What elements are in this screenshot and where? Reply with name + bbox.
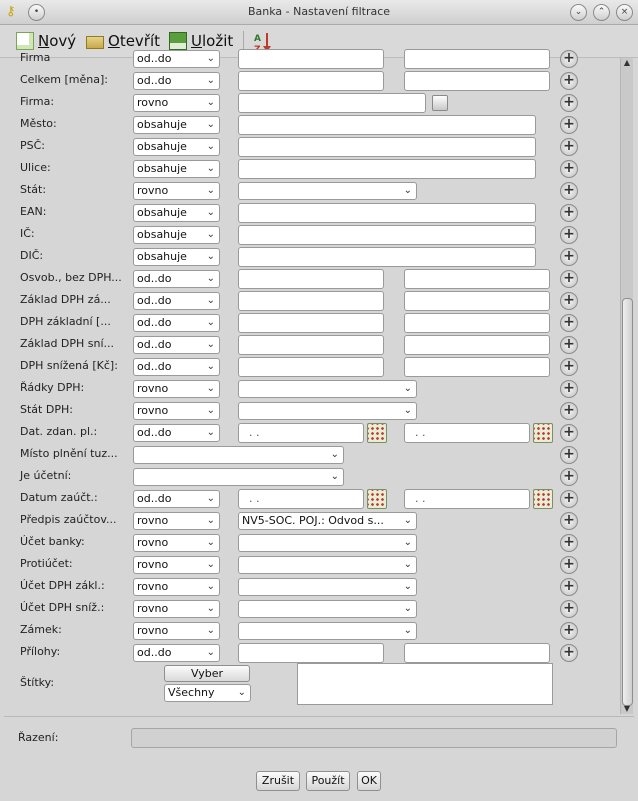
filter-label: Stát DPH: [20,403,73,416]
operator-value: rovno [137,184,169,197]
filter-value-select[interactable] [238,600,417,618]
chevron-down-icon: ⌄ [403,383,412,394]
operator-value: od..do [137,272,172,285]
filter-value-select[interactable] [238,556,417,574]
add-condition-icon[interactable]: + [560,182,578,200]
tags-list-box[interactable] [297,663,553,705]
filter-label: EAN: [20,205,47,218]
filter-operator-select[interactable] [133,556,220,574]
filter-operator-select[interactable] [133,336,220,354]
window-title: Banka - Nastavení filtrace [247,5,391,18]
chevron-down-icon: ⌄ [206,119,215,130]
filter-label: Zámek: [20,623,62,636]
chevron-down-icon: ⌄ [206,647,215,658]
add-condition-icon[interactable]: + [560,446,578,464]
add-condition-icon[interactable]: + [560,490,578,508]
chevron-down-icon: ⌄ [206,229,215,240]
filter-operator-select[interactable] [133,248,220,266]
date-to-input[interactable]: . . [404,423,530,443]
date-to-input[interactable]: . . [404,489,530,509]
filter-row [4,400,619,422]
filter-operator-select[interactable] [133,578,220,596]
range-from-input[interactable] [238,291,384,311]
chevron-down-icon: ⌄ [206,559,215,570]
chevron-down-icon: ⌄ [403,559,412,570]
filter-value-select[interactable] [238,534,417,552]
divider [4,716,634,717]
select-value: NV5-SOC. POJ.: Odvod s... [242,514,384,527]
range-to-input[interactable] [404,269,550,289]
filter-label: DIČ: [20,249,44,262]
chevron-down-icon: ⌄ [206,427,215,438]
filter-operator-select[interactable] [133,424,220,442]
filter-row [4,136,619,158]
filter-operator-select[interactable] [133,182,220,200]
close-button[interactable]: × [616,4,633,21]
chevron-down-icon: ⌄ [237,687,246,698]
operator-value: rovno [137,536,169,549]
filter-label: Celkem [měna]: [20,73,108,86]
operator-value: obsahuje [137,228,187,241]
filter-row [4,444,619,466]
add-condition-icon[interactable]: + [560,248,578,266]
filter-row [4,466,619,488]
filter-label: Základ DPH sní... [20,337,115,350]
filter-text-input[interactable] [238,137,536,157]
chevron-down-icon: ⌄ [206,361,215,372]
add-condition-icon[interactable]: + [560,644,578,662]
add-condition-icon[interactable]: + [560,138,578,156]
filter-label: DPH základní [... [20,315,111,328]
filter-operator-select[interactable] [133,490,220,508]
operator-value: od..do [137,52,172,65]
range-to-input[interactable] [404,49,550,69]
range-from-input[interactable] [238,49,384,69]
filter-operator-select[interactable] [133,72,220,90]
filter-value-select[interactable] [238,512,417,530]
add-condition-icon[interactable]: + [560,94,578,112]
filter-label: Město: [20,117,57,130]
filter-row [4,224,619,246]
filter-value-select[interactable] [238,578,417,596]
chevron-down-icon: ⌄ [403,581,412,592]
filter-operator-select[interactable] [133,380,220,398]
filter-operator-select[interactable] [133,314,220,332]
filter-label: Předpis zaúčtov... [20,513,117,526]
filter-operator-select[interactable] [133,116,220,134]
add-condition-icon[interactable]: + [560,314,578,332]
filter-row [4,48,619,70]
add-condition-icon[interactable]: + [560,270,578,288]
filter-label: Firma [20,51,51,64]
firma-input[interactable] [238,93,426,113]
filter-label: PSČ: [20,139,46,152]
tags-choose-button[interactable]: Vyber [164,665,250,682]
chevron-down-icon: ⌄ [206,97,215,108]
razeni-field[interactable] [131,728,617,748]
add-condition-icon[interactable]: + [560,468,578,486]
range-from-input[interactable] [238,269,384,289]
operator-value: rovno [137,558,169,571]
filter-row [4,642,619,664]
range-from-input[interactable] [238,643,384,663]
chevron-down-icon: ⌄ [330,471,339,482]
filter-operator-select[interactable] [133,644,220,662]
tags-filter-select[interactable] [164,684,251,702]
add-condition-icon[interactable]: + [560,534,578,552]
firma-lookup-icon[interactable] [432,95,448,111]
operator-value: rovno [137,514,169,527]
filter-operator-select[interactable] [133,622,220,640]
filter-text-input[interactable] [238,225,536,245]
add-condition-icon[interactable]: + [560,336,578,354]
operator-value: rovno [137,602,169,615]
ok-button[interactable]: OK [357,771,381,791]
filter-operator-select[interactable] [133,94,220,112]
chevron-down-icon: ⌄ [206,405,215,416]
filter-operator-select[interactable] [133,50,220,68]
filter-operator-select[interactable] [133,358,220,376]
chevron-down-icon: ⌄ [206,295,215,306]
tags-label: Štítky: [20,676,55,689]
chevron-down-icon: ⌄ [330,449,339,460]
filter-text-input[interactable] [238,203,536,223]
filter-row [4,510,619,532]
add-condition-icon[interactable]: + [560,204,578,222]
filter-label: Je účetní: [20,469,72,482]
chevron-down-icon: ⌄ [206,53,215,64]
operator-value: od..do [137,426,172,439]
chevron-down-icon: ⌄ [206,251,215,262]
filter-label: Protiúčet: [20,557,73,570]
open-label: Otevřít [108,32,161,50]
filter-value-select[interactable] [238,622,417,640]
date-from-input[interactable]: . . [238,423,364,443]
range-to-input[interactable] [404,291,550,311]
chevron-down-icon: ⌄ [403,537,412,548]
add-condition-icon[interactable]: + [560,72,578,90]
scroll-down-arrow-icon[interactable]: ▼ [623,704,631,713]
chevron-down-icon: ⌄ [206,537,215,548]
filter-row [4,70,619,92]
chevron-down-icon: ⌄ [206,317,215,328]
filter-row [4,334,619,356]
filter-operator-select[interactable] [133,160,220,178]
chevron-down-icon: ⌄ [403,185,412,196]
add-condition-icon[interactable]: + [560,600,578,618]
filter-row [4,246,619,268]
filter-operator-select[interactable] [133,292,220,310]
operator-value: obsahuje [137,140,187,153]
operator-value: od..do [137,316,172,329]
filter-operator-select[interactable] [133,534,220,552]
filter-row [4,620,619,642]
chevron-down-icon: ⌄ [206,339,215,350]
operator-value: od..do [137,294,172,307]
chevron-down-icon: ⌄ [403,603,412,614]
chevron-down-icon: ⌄ [206,185,215,196]
range-to-input[interactable] [404,335,550,355]
filter-row [4,158,619,180]
filter-operator-select[interactable] [133,204,220,222]
add-condition-icon[interactable]: + [560,578,578,596]
add-condition-icon[interactable]: + [560,50,578,68]
operator-value: obsahuje [137,118,187,131]
filter-label: Ulice: [20,161,51,174]
range-from-input[interactable] [238,357,384,377]
filter-value-select[interactable] [238,402,417,420]
filter-label: Účet DPH sníž.: [20,601,105,614]
range-to-input[interactable] [404,643,550,663]
filter-row [4,422,619,444]
chevron-down-icon: ⌄ [403,405,412,416]
range-to-input[interactable] [404,357,550,377]
add-condition-icon[interactable]: + [560,358,578,376]
apply-button[interactable]: Použít [306,771,350,791]
chevron-down-icon: ⌄ [206,581,215,592]
operator-value: rovno [137,580,169,593]
chevron-down-icon: ⌄ [206,141,215,152]
svg-text:A: A [254,34,261,44]
chevron-down-icon: ⌄ [206,603,215,614]
filter-label: Účet banky: [20,535,85,548]
filter-row [4,576,619,598]
chevron-down-icon: ⌄ [206,75,215,86]
operator-value: rovno [137,624,169,637]
chevron-down-icon: ⌄ [206,207,215,218]
vertical-scrollbar[interactable] [620,58,633,714]
scrollbar-thumb[interactable] [622,298,633,706]
range-to-input[interactable] [404,71,550,91]
range-from-input[interactable] [238,313,384,333]
operator-value: od..do [137,360,172,373]
filter-row [4,488,619,510]
filter-value-select[interactable] [238,380,417,398]
filter-operator-select[interactable] [133,512,220,530]
filter-label: Přílohy: [20,645,61,658]
filter-label: Stát: [20,183,47,196]
filter-row [4,378,619,400]
filter-row [4,290,619,312]
chevron-down-icon: ⌄ [206,163,215,174]
maximize-button[interactable]: ⌃ [593,4,610,21]
operator-value: od..do [137,338,172,351]
razeni-label: Řazení: [18,731,59,744]
filter-label: Účet DPH zákl.: [20,579,105,592]
operator-value: obsahuje [137,162,187,175]
add-condition-icon[interactable]: + [560,402,578,420]
filter-list [4,50,634,716]
chevron-down-icon: ⌄ [206,383,215,394]
filter-label: Dat. zdan. pl.: [20,425,98,438]
range-to-input[interactable] [404,313,550,333]
operator-value: obsahuje [137,250,187,263]
filter-row [4,92,619,114]
save-label: Uložit [191,32,234,50]
filter-label: Datum zaúčt.: [20,491,98,504]
operator-value: rovno [137,382,169,395]
add-condition-icon[interactable]: + [560,292,578,310]
filter-row [4,356,619,378]
chevron-down-icon: ⌄ [206,515,215,526]
calendar-icon[interactable] [533,489,553,509]
tags-select-value: Všechny [168,686,215,699]
add-condition-icon[interactable]: + [560,512,578,530]
filter-label: DPH snížená [Kč]: [20,359,118,372]
operator-value: od..do [137,492,172,505]
range-from-input[interactable] [238,335,384,355]
calendar-icon[interactable] [533,423,553,443]
filter-label: IČ: [20,227,35,240]
operator-value: od..do [137,74,172,87]
filter-row [4,532,619,554]
scroll-up-arrow-icon[interactable]: ▲ [623,58,631,67]
chevron-down-icon: ⌄ [403,515,412,526]
new-label: Nový [38,32,77,50]
filter-label: Osvob., bez DPH... [20,271,122,284]
filter-row [4,554,619,576]
add-condition-icon[interactable]: + [560,226,578,244]
window-menu-button[interactable]: • [28,4,45,21]
add-condition-icon[interactable]: + [560,380,578,398]
filter-row [4,202,619,224]
range-from-input[interactable] [238,71,384,91]
filter-text-input[interactable] [238,115,536,135]
operator-value: obsahuje [137,206,187,219]
title-bar [0,0,638,25]
calendar-icon[interactable] [367,489,387,509]
filter-operator-select[interactable] [133,226,220,244]
filter-row [4,114,619,136]
filter-value-select[interactable] [238,182,417,200]
filter-label: Základ DPH zá... [20,293,111,306]
filter-row [4,180,619,202]
calendar-icon[interactable] [367,423,387,443]
chevron-down-icon: ⌄ [206,625,215,636]
filter-value-select[interactable] [133,446,344,464]
filter-row [4,312,619,334]
add-condition-icon[interactable]: + [560,622,578,640]
filter-label: Firma: [20,95,55,108]
operator-value: od..do [137,646,172,659]
minimize-button[interactable]: ⌄ [570,4,587,21]
add-condition-icon[interactable]: + [560,424,578,442]
add-condition-icon[interactable]: + [560,116,578,134]
date-from-input[interactable]: . . [238,489,364,509]
chevron-down-icon: ⌄ [206,273,215,284]
filter-label: Řádky DPH: [20,381,85,394]
cancel-button[interactable]: Zrušit [256,771,300,791]
filter-operator-select[interactable] [133,402,220,420]
filter-operator-select[interactable] [133,270,220,288]
add-condition-icon[interactable]: + [560,160,578,178]
filter-text-input[interactable] [238,159,536,179]
chevron-down-icon: ⌄ [206,493,215,504]
chevron-down-icon: ⌄ [403,625,412,636]
operator-value: rovno [137,96,169,109]
add-condition-icon[interactable]: + [560,556,578,574]
filter-row [4,598,619,620]
app-key-icon: ⚷ [6,4,16,19]
filter-operator-select[interactable] [133,600,220,618]
filter-operator-select[interactable] [133,138,220,156]
filter-text-input[interactable] [238,247,536,267]
filter-row [4,268,619,290]
operator-value: rovno [137,404,169,417]
filter-value-select[interactable] [133,468,344,486]
filter-label: Místo plnění tuz... [20,447,118,460]
